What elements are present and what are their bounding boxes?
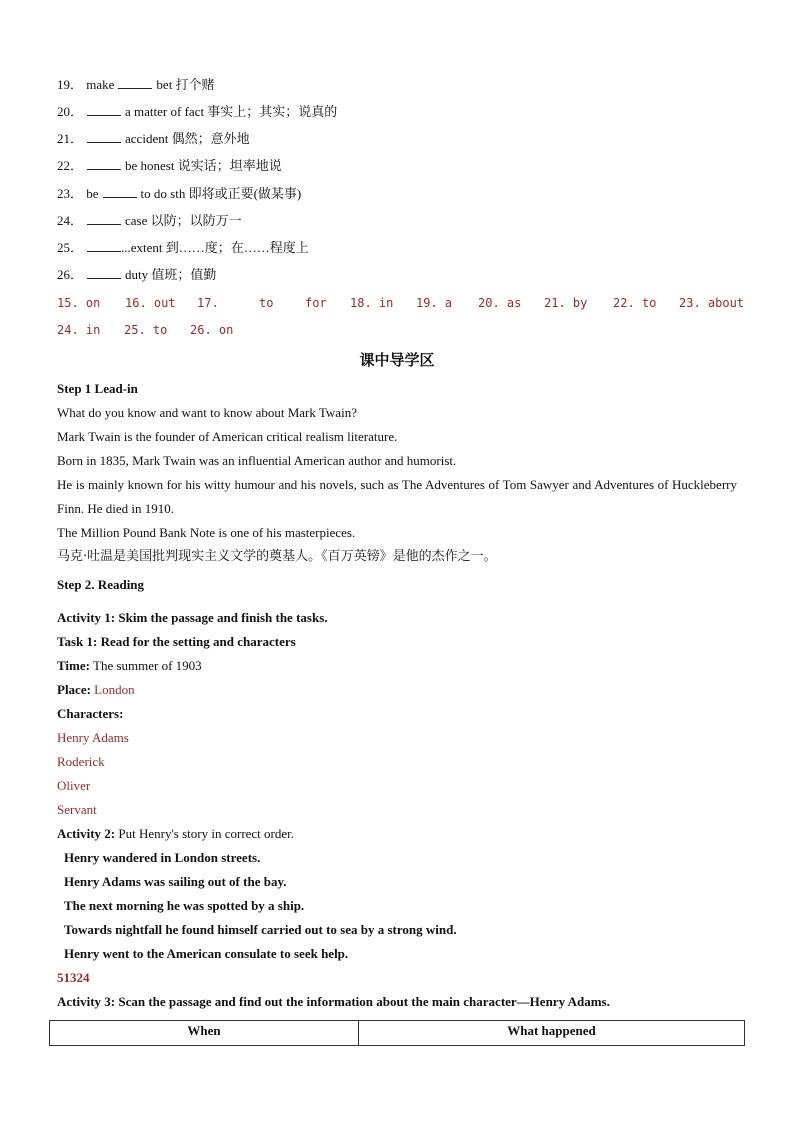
- step1-line-4: The Million Pound Bank Note is one of his masterpieces.: [57, 525, 356, 540]
- event-item: The next morning he was spotted by a ship.: [64, 898, 305, 913]
- step1-line-3: He is mainly known for his witty humour and his novels, such as The Adventures of Tom Sawyer and Adventures of Huckleberry Finn. He died in 1910.: [57, 477, 737, 516]
- order-answer: 51324: [57, 970, 90, 985]
- time-row: [57, 654, 737, 678]
- fill-blank[interactable]: [87, 241, 121, 252]
- step1-block: [57, 377, 737, 569]
- item-number: 20．: [57, 104, 84, 119]
- fill-blank[interactable]: [87, 132, 121, 143]
- answer-26: 26. on: [190, 323, 234, 337]
- character-item: Roderick: [57, 754, 105, 769]
- step1-chinese-note: 马克·吐温是美国批判现实主义文学的奠基人。《百万英镑》是他的杰作之一。: [57, 549, 497, 564]
- step2-heading: [57, 573, 737, 597]
- phrase-text: be honest 说实话；坦率地说: [125, 158, 282, 173]
- phrase-item-19: [57, 77, 215, 93]
- item-number: 19．: [57, 77, 84, 92]
- phrase-text: to do sth 即将或正要(做某事): [140, 186, 302, 201]
- table-header-what-happened: What happened: [359, 1021, 745, 1046]
- phrase-item-21: [57, 131, 250, 147]
- event-item: Towards nightfall he found himself carried out to sea by a strong wind.: [64, 922, 457, 937]
- activity1-title: Activity 1: Skim the passage and finish the tasks.: [57, 610, 328, 625]
- answer-17-word-1: to: [259, 296, 274, 310]
- event-item: Henry wandered in London streets.: [64, 850, 261, 865]
- item-number: 22．: [57, 158, 84, 173]
- answer-25: 25. to: [124, 323, 168, 337]
- time-value: The summer of 1903: [93, 658, 202, 673]
- task1-title: Task 1: Read for the setting and characters: [57, 634, 296, 649]
- answer-24: 24. in: [57, 323, 101, 337]
- fill-blank[interactable]: [87, 159, 121, 170]
- place-value: London: [94, 682, 135, 697]
- phrase-item-26: [57, 267, 216, 283]
- phrase-text: case 以防；以防万一: [125, 213, 242, 228]
- answer-18: 18. in: [350, 296, 394, 310]
- phrase-text: bet 打个赌: [156, 77, 215, 92]
- character-item: Oliver: [57, 778, 91, 793]
- phrase-text: ...extent 到……度；在……程度上: [121, 240, 309, 255]
- section-title: 课中导学区: [359, 351, 435, 369]
- answer-17: 17.: [197, 296, 219, 310]
- step1-question: What do you know and want to know about Mark Twain?: [57, 405, 357, 420]
- phrase-prefix: be: [86, 186, 99, 201]
- event-item: Henry Adams was sailing out of the bay.: [64, 874, 287, 889]
- step2-block: [57, 606, 737, 1014]
- item-number: 26．: [57, 267, 84, 282]
- activity2-row: [57, 822, 737, 846]
- answer-22: 22. to: [613, 296, 657, 310]
- answer-19: 19. a: [416, 296, 453, 310]
- item-number: 23．: [57, 186, 84, 201]
- answer-20: 20. as: [478, 296, 522, 310]
- phrase-item-25: [57, 240, 309, 256]
- fill-blank[interactable]: [118, 78, 152, 89]
- fill-blank[interactable]: [87, 268, 121, 279]
- answer-17-word-2: for: [305, 296, 327, 310]
- answer-23: 23. about: [679, 296, 745, 310]
- place-label: Place:: [57, 682, 91, 697]
- place-row: [57, 678, 737, 702]
- item-number: 21．: [57, 131, 84, 146]
- table-header-row: [50, 1021, 745, 1046]
- phrase-item-20: [57, 104, 337, 120]
- event-item: Henry went to the American consulate to seek help.: [64, 946, 349, 961]
- phrase-text: a matter of fact 事实上；其实；说真的: [125, 104, 338, 119]
- info-table: [49, 1020, 745, 1046]
- answer-15: 15. on: [57, 296, 101, 310]
- step2-heading-text: Step 2. Reading: [57, 577, 145, 592]
- phrase-item-24: [57, 213, 242, 229]
- time-label: Time:: [57, 658, 90, 673]
- item-number: 24．: [57, 213, 84, 228]
- fill-blank[interactable]: [103, 187, 137, 198]
- character-item: Servant: [57, 802, 97, 817]
- step1-heading: Step 1 Lead-in: [57, 381, 138, 396]
- characters-label: Characters:: [57, 706, 124, 721]
- phrase-item-23: [57, 186, 301, 202]
- character-item: Henry Adams: [57, 730, 129, 745]
- phrase-prefix: make: [86, 77, 115, 92]
- step1-line-1: Mark Twain is the founder of American critical realism literature.: [57, 429, 398, 444]
- step1-line-2: Born in 1835, Mark Twain was an influential American author and humorist.: [57, 453, 457, 468]
- fill-blank[interactable]: [87, 214, 121, 225]
- answer-21: 21. by: [544, 296, 588, 310]
- activity2-label: Activity 2:: [57, 826, 116, 841]
- answer-16: 16. out: [125, 296, 176, 310]
- fill-blank[interactable]: [87, 105, 121, 116]
- activity2-text: Put Henry's story in correct order.: [118, 826, 295, 841]
- activity3-title: Activity 3: Scan the passage and find out the information about the main character—Henry Adams.: [57, 994, 610, 1009]
- phrase-text: accident 偶然；意外地: [125, 131, 250, 146]
- table-header-when: When: [50, 1021, 359, 1046]
- item-number: 25．: [57, 240, 84, 255]
- phrase-item-22: [57, 158, 282, 174]
- phrase-text: duty 值班；值勤: [125, 267, 217, 282]
